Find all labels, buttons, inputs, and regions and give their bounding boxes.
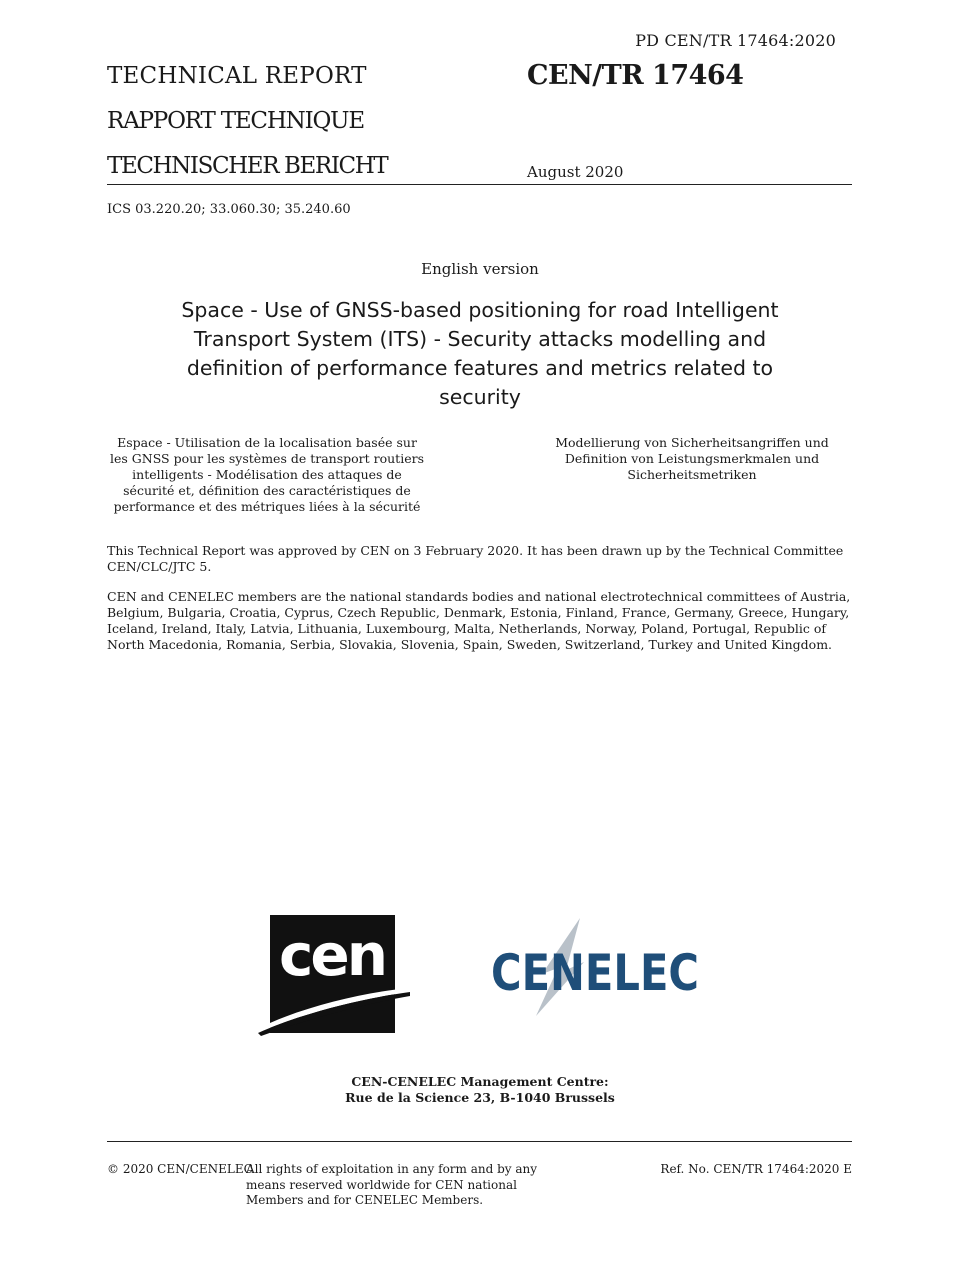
management-centre-address: Rue de la Science 23, B-1040 Brussels	[345, 1090, 615, 1105]
management-centre	[0, 1074, 960, 1106]
approval-paragraph: This Technical Report was approved by CEN on 3 February 2020. It has been drawn up by the Technical Committee CEN/CLC/JTC 5.	[107, 543, 844, 574]
members-paragraph: CEN and CENELEC members are the national standards bodies and national electrotechnical committees of Austria, Belgium, Bulgaria, Croatia, Cyprus, Czech Republic, Denmark, Estonia, Finland, France, Germany, Greece, Hungary, Iceland, Ireland, Italy, Latvia, Lithuania, Luxembourg, Malta, Netherlands, Norway, Poland, Portugal, Republic of North Macedonia, Romania, Serbia, Slovakia, Slovenia, Spain, Sweden, Switzerland, Turkey and United Kingdom.	[107, 589, 851, 652]
footer-divider	[107, 1141, 852, 1142]
footer-copyright: © 2020 CEN/CENELEC	[107, 1162, 253, 1176]
header-divider	[107, 184, 852, 185]
report-type-german: TECHNISCHER BERICHT	[107, 153, 388, 179]
management-centre-title: CEN-CENELEC Management Centre:	[351, 1074, 609, 1089]
cen-logo-text: cen	[278, 921, 386, 989]
footer-reference: Ref. No. CEN/TR 17464:2020 E	[660, 1162, 852, 1176]
pd-reference: PD CEN/TR 17464:2020	[635, 31, 836, 50]
ics-codes: ICS 03.220.20; 33.060.30; 35.240.60	[107, 202, 351, 217]
title-german: Modellierung von Sicherheitsangriffen und Definition von Leistungsmerkmalen und Sicherheitsmetriken	[555, 435, 829, 482]
document-title: Space - Use of GNSS-based positioning for road Intelligent Transport System (ITS) - Security attacks modelling and definition of performance features and metrics related to security	[181, 298, 779, 409]
publication-date: August 2020	[527, 163, 624, 181]
document-number: CEN/TR 17464	[527, 60, 744, 91]
footer-rights: All rights of exploitation in any form and by any means reserved worldwide for CEN national Members and for CENELEC Members.	[246, 1162, 538, 1207]
report-type-english: TECHNICAL REPORT	[107, 63, 367, 89]
report-type-french: RAPPORT TECHNIQUE	[107, 108, 364, 134]
cen-logo	[255, 912, 415, 1041]
cenelec-logo-text: CENELEC	[491, 944, 699, 1002]
cenelec-logo	[488, 912, 708, 1026]
title-french: Espace - Utilisation de la localisation basée sur les GNSS pour les systèmes de transport routiers intelligents - Modélisation des attaques de sécurité et, définition des caractéristiques de performance et des métriques liées à la sécurité	[110, 435, 424, 514]
language-version: English version	[421, 260, 539, 278]
